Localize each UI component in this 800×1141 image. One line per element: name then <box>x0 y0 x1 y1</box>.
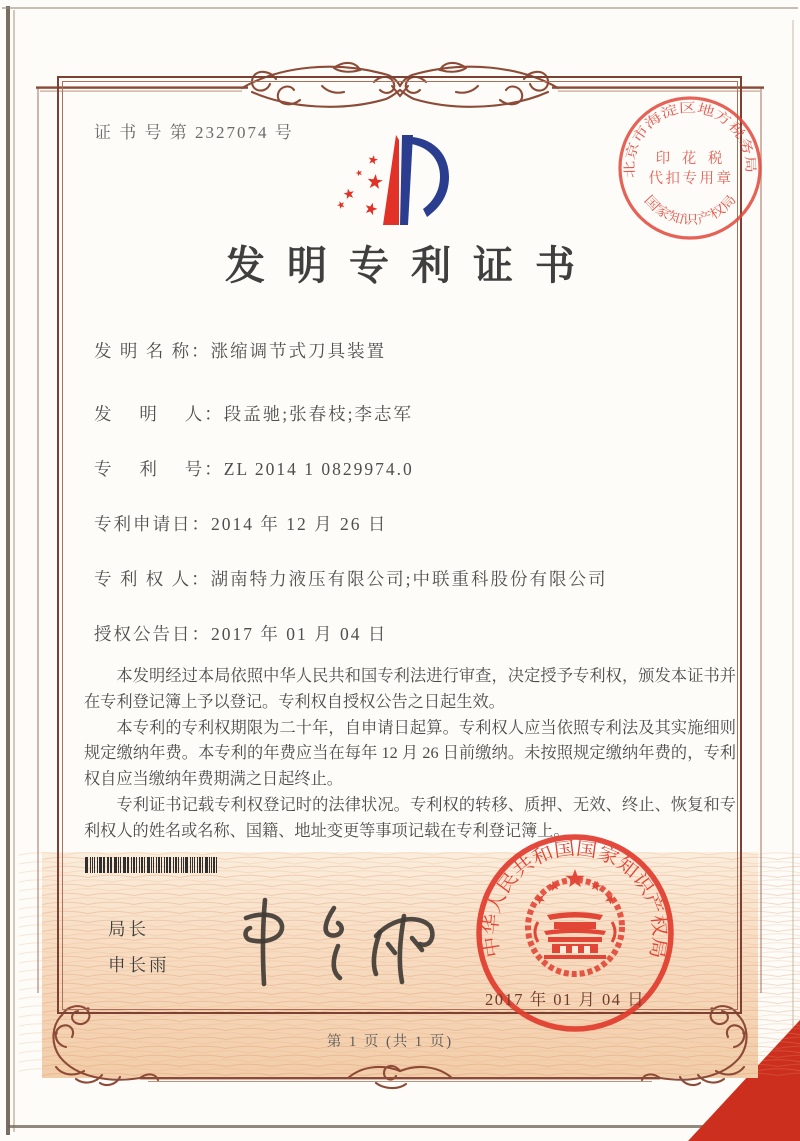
field-row-filing-date <box>94 511 387 537</box>
scan-edge-left-inner <box>13 10 15 1132</box>
stamp-center-line1: 印 花 税 <box>655 151 727 167</box>
seal-ring-text: 中华人民共和国国家知识产权局 <box>481 839 669 959</box>
field-value: 段孟驰;张春枝;李志军 <box>223 404 413 424</box>
director-title: 局长 <box>108 919 149 939</box>
field-label: 专 利 号： <box>94 459 224 479</box>
stamp-top-arc-text: 北京市海淀区地方税务局 <box>621 100 759 179</box>
field-label: 授权公告日： <box>94 624 211 644</box>
field-row-grant-date <box>94 621 387 647</box>
body-paragraph: 本发明经过本局依照中华人民共和国专利法进行审查，决定授予专利权，颁发本证书并在专利登记簿上予以登记。专利权自授权公告之日起生效。 <box>84 667 736 711</box>
ornament-line-left <box>37 88 39 993</box>
stamp-center-line2: 代扣专用章 <box>648 171 734 187</box>
field-row-inventors <box>94 401 413 427</box>
scan-edge-left <box>6 6 10 1135</box>
field-label: 专利申请日： <box>94 514 211 534</box>
stamp-bottom-arc-text: 国家知识产权局 <box>641 192 738 228</box>
seal-date: 2017 年 01 月 04 日 <box>484 990 646 1009</box>
scan-edge-bottom <box>8 1125 778 1128</box>
barcode <box>85 857 218 873</box>
cnipa-seal <box>468 827 682 1033</box>
field-row-patent-number <box>94 456 414 482</box>
certificate-title: 发明专利证书 <box>225 243 597 288</box>
director-signature <box>222 888 440 994</box>
national-emblem-icon <box>528 869 622 974</box>
field-row-invention-name <box>94 338 386 364</box>
field-label: 发 明 人： <box>94 404 224 424</box>
logo-stars-icon <box>337 155 383 215</box>
tax-stamp <box>612 90 768 246</box>
logo-blue-stem <box>400 135 413 225</box>
field-label: 专 利 权 人： <box>94 569 211 589</box>
page-number: 第 1 页 (共 1 页) <box>326 1034 454 1050</box>
field-label: 发 明 名 称： <box>94 341 211 361</box>
body-paragraph: 本专利的专利权期限为二十年，自申请日起算。专利权人应当依照专利法及其实施细则规定缴纳年费。本专利的年费应当在每年 12 月 26 日前缴纳。未按照规定缴纳年费的，专利权自应当缴纳年费期满之日起终止。 <box>84 718 736 789</box>
scan-edge-top <box>2 7 798 9</box>
body-paragraph: 专利证书记载专利权登记时的法律状况。专利权的转移、质押、无效、终止、恢复和专利权人的姓名或名称、国籍、地址变更等事项记载在专利登记簿上。 <box>84 795 736 840</box>
field-row-patentee <box>94 566 608 592</box>
field-value: 2017 年 01 月 04 日 <box>211 624 388 644</box>
scan-edge-right <box>792 20 794 1120</box>
field-value: 涨缩调节式刀具装置 <box>210 341 387 361</box>
field-value: 2014 年 12 月 26 日 <box>211 514 388 534</box>
certificate-number: 证 书 号 第 2327074 号 <box>94 123 294 142</box>
logo-red-wedge <box>383 135 399 225</box>
logo-blue-bowl <box>411 137 449 217</box>
field-value: 湖南特力液压有限公司;中联重科股份有限公司 <box>210 569 608 589</box>
certificate-body <box>84 664 736 845</box>
field-value: ZL 2014 1 0829974.0 <box>223 459 414 479</box>
cnipa-logo-icon <box>335 132 465 230</box>
director-name: 申长雨 <box>108 955 170 975</box>
